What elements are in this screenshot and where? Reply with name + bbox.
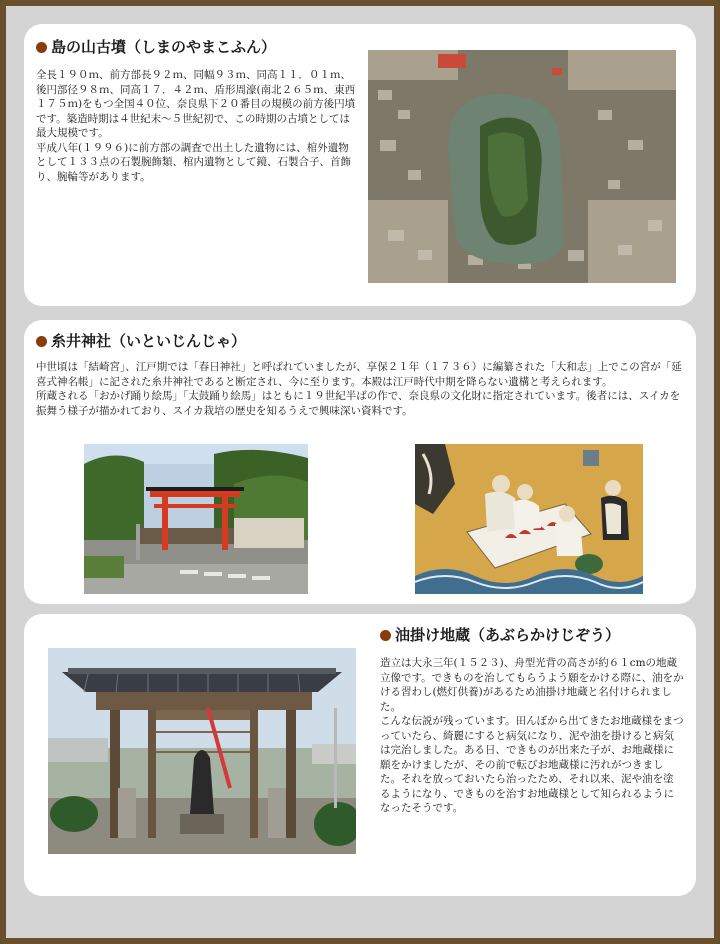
section-title <box>36 330 246 351</box>
section-body: 全長１９０ｍ、前方部長９２ｍ、同幅９３ｍ、同高１１．０１ｍ、後円部径９８ｍ、同高１７．４２ｍ、盾形周濠(南北２６５ｍ、東西１７５ｍ)をもつ全国４０位、奈良県下２０番目の規模の前方後円墳です。築造時期は４世紀末～５世紀初で、この時期の古墳としては最大規模です。 平成八年(１９９６)に前方部の調査で出土した遺物には、棺外遺物として１３３点の石製腕飾類、棺内遺物として鏡、石製合子、首飾り、腕輪等があります。 <box>36 69 356 183</box>
section-title <box>36 36 276 57</box>
jizo-hall-photo-icon <box>48 648 356 854</box>
section-title-text: 糸井神社（いといじんじゃ） <box>51 332 247 350</box>
section-kofun <box>24 24 696 306</box>
section-itoi-shrine <box>24 320 696 604</box>
section-body: 造立は大永三年(１５２３)、舟型光背の高さが約６１cmの地蔵立像です。できものを治してもらうよう願をかける際に、油をかける習わし(燃灯供養)があるため油掛け地蔵と名付けられました。 こんな伝説が残っています。田んぼから出てきたお地蔵様をまつっていたら、綺麗にすると病気になり、泥や油を掛けると病気は完治しました。ある日、できものが出来た子が、お地蔵様に願をかけましたが、その前で転びお地蔵様に汚れがつきました。それを放っておいたら治ったため、それ以来、泥や油を塗るようになり、できものを治すお地蔵様として知られるようになったそうです。 <box>380 657 684 814</box>
section-title-text: 島の山古墳（しまのやまこふん） <box>51 38 277 56</box>
bullet-icon <box>380 630 391 641</box>
bullet-icon <box>36 336 47 347</box>
section-aburakake-jizo <box>24 614 696 896</box>
section-title-text: 油掛け地蔵（あぶらかけじぞう） <box>395 626 621 644</box>
section-title <box>380 624 620 645</box>
aerial-photo-icon <box>368 50 676 283</box>
ema-painting-photo-icon <box>415 444 643 594</box>
shrine-torii-photo-icon <box>84 444 308 594</box>
bullet-icon <box>36 42 47 53</box>
section-body: 中世頃は「結崎宮」、江戸期では「春日神社」と呼ばれていましたが、享保２１年（１７３６）に編纂された「大和志」上でこの宮が「延喜式神名帳」に記された糸井神社であると断定され、今に至ります。本殿は江戸時代中期を降らない遺構と考えられます。 所蔵される「おかげ踊り絵馬」「太鼓踊り絵馬」はともに１９世紀半ばの作で、奈良県の文化財に指定されています。後者には、スイカを振舞う様子が描かれており、スイカ栽培の歴史を知るうえで興味深い資料です。 <box>36 361 682 417</box>
